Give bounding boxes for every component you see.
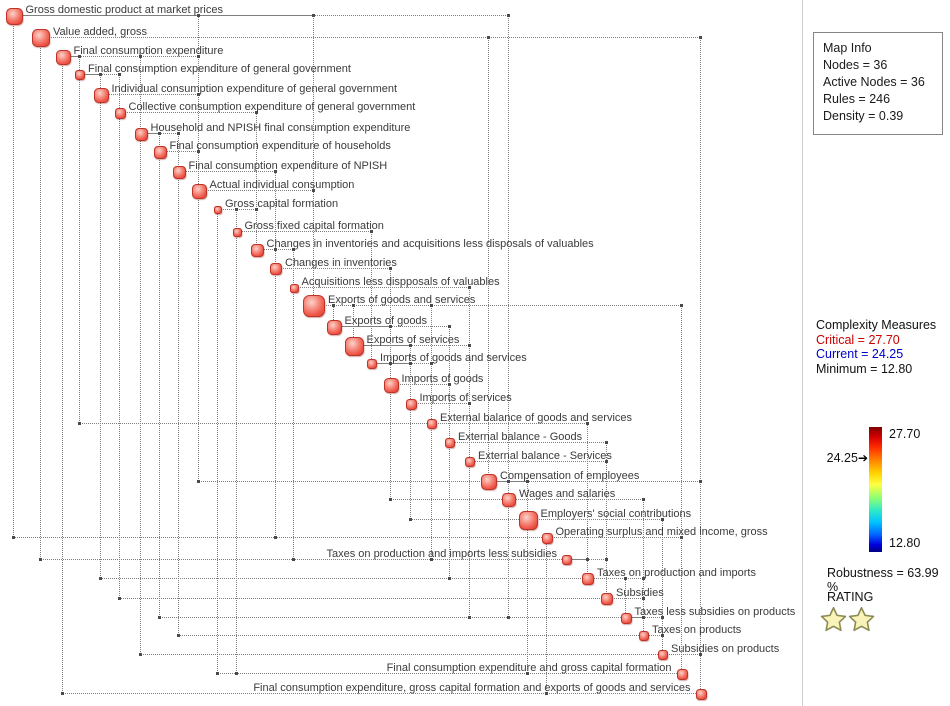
connection-dot xyxy=(274,536,277,539)
map-node[interactable] xyxy=(481,474,497,490)
map-node[interactable] xyxy=(367,359,377,369)
map-node[interactable] xyxy=(290,284,299,293)
connection-line xyxy=(217,209,218,673)
node-label: Exports of services xyxy=(366,334,460,346)
connection-dot xyxy=(12,536,15,539)
connection-dot xyxy=(468,344,471,347)
map-info-panel xyxy=(813,32,943,135)
connection-line xyxy=(159,151,160,617)
map-info-nodes: Nodes = 36 xyxy=(823,58,888,72)
connection-dot xyxy=(409,518,412,521)
map-node[interactable] xyxy=(135,128,148,141)
node-label: Final consumption expenditure xyxy=(73,45,224,57)
connection-line xyxy=(119,598,606,599)
map-node[interactable] xyxy=(519,511,538,530)
connection-dot xyxy=(158,616,161,619)
connection-line xyxy=(62,56,63,693)
colorbar-current-marker: 24.25➔ xyxy=(826,451,868,465)
map-node[interactable] xyxy=(32,29,50,47)
connection-dot xyxy=(680,304,683,307)
connection-dot xyxy=(99,577,102,580)
connection-line xyxy=(100,94,101,578)
map-node[interactable] xyxy=(582,573,594,585)
connection-dot xyxy=(78,422,81,425)
connection-line xyxy=(40,37,41,559)
map-node[interactable] xyxy=(445,438,455,448)
node-label: Subsidies on products xyxy=(671,643,780,655)
connection-line xyxy=(236,231,237,673)
map-node[interactable] xyxy=(639,631,649,641)
connection-line xyxy=(198,481,488,482)
node-label: Taxes on production and imports xyxy=(597,567,756,579)
complexity-colorbar xyxy=(869,427,882,552)
map-node[interactable] xyxy=(154,146,167,159)
connection-dot xyxy=(216,672,219,675)
map-node[interactable] xyxy=(251,244,264,257)
node-label: Changes in inventories xyxy=(285,257,397,269)
node-label: Value added, gross xyxy=(53,26,147,38)
complexity-measures-panel xyxy=(816,318,936,376)
connection-dot xyxy=(139,653,142,656)
connection-dot xyxy=(605,558,608,561)
connection-dot xyxy=(448,325,451,328)
right-arrow-icon: ➔ xyxy=(857,451,868,465)
connection-dot xyxy=(468,616,471,619)
node-label: Compensation of employees xyxy=(500,470,640,482)
connection-line xyxy=(275,537,546,538)
connection-line xyxy=(178,635,643,636)
map-node[interactable] xyxy=(677,669,688,680)
map-node[interactable] xyxy=(94,88,109,103)
node-label: Collective consumption expenditure of general government xyxy=(128,101,416,113)
connection-dot xyxy=(235,672,238,675)
node-label: Gross domestic product at market prices xyxy=(25,4,223,16)
map-node[interactable] xyxy=(173,166,186,179)
map-node[interactable] xyxy=(192,184,207,199)
node-label: Wages and salaries xyxy=(519,488,616,500)
connection-line xyxy=(79,74,80,423)
node-label: Taxes less subsidies on products xyxy=(634,606,796,618)
connection-dot xyxy=(312,14,315,17)
map-node[interactable] xyxy=(542,533,553,544)
connection-line xyxy=(469,461,470,617)
connection-line xyxy=(431,423,432,559)
connection-dot xyxy=(487,36,490,39)
connection-dot xyxy=(699,480,702,483)
node-label: Imports of goods xyxy=(401,373,484,385)
map-node[interactable] xyxy=(270,263,282,275)
connection-line xyxy=(140,133,141,654)
connection-dot xyxy=(605,441,608,444)
map-node[interactable] xyxy=(406,399,417,410)
connection-dot xyxy=(197,480,200,483)
map-node[interactable] xyxy=(465,457,475,467)
map-node[interactable] xyxy=(233,228,242,237)
colorbar-min-label: 12.80 xyxy=(889,536,921,550)
map-node[interactable] xyxy=(427,419,437,429)
connection-line xyxy=(198,190,199,481)
node-label: External balance - Goods xyxy=(458,431,583,443)
node-label: Gross fixed capital formation xyxy=(244,220,384,232)
connection-line xyxy=(527,519,528,673)
connection-dot xyxy=(507,14,510,17)
complexity-current: Current = 24.25 xyxy=(816,347,904,361)
connection-line xyxy=(587,423,588,578)
node-label: Actual individual consumption xyxy=(209,179,355,191)
map-node[interactable] xyxy=(75,70,85,80)
connection-line xyxy=(178,171,179,635)
connection-dot xyxy=(118,597,121,600)
map-node[interactable] xyxy=(621,613,632,624)
node-label: Final consumption expenditure of general government xyxy=(88,63,351,75)
connection-dot xyxy=(389,498,392,501)
connection-dot xyxy=(177,634,180,637)
map-node[interactable] xyxy=(502,493,516,507)
connection-line xyxy=(293,287,294,559)
map-node[interactable] xyxy=(6,8,23,25)
map-node[interactable] xyxy=(115,108,126,119)
connection-dot xyxy=(61,692,64,695)
node-label: Final consumption expenditure of households xyxy=(169,140,391,152)
star-icon xyxy=(820,606,847,632)
node-label: External balance of goods and services xyxy=(440,412,633,424)
map-node[interactable] xyxy=(56,50,71,65)
sidebar-divider xyxy=(802,0,803,706)
map-node[interactable] xyxy=(214,206,222,214)
map-node[interactable] xyxy=(696,689,707,700)
connection-line xyxy=(390,384,391,499)
node-label: Changes in inventories and acquisitions less disposals of valuables xyxy=(266,238,594,250)
map-info-active-nodes: Active Nodes = 36 xyxy=(823,75,925,89)
star-icon xyxy=(848,606,875,632)
complexity-title: Complexity Measures xyxy=(816,318,937,332)
node-label: Final consumption expenditure of NPISH xyxy=(188,160,388,172)
connection-dot xyxy=(448,577,451,580)
node-label: Employers' social contributions xyxy=(540,508,692,520)
map-node[interactable] xyxy=(562,555,572,565)
node-label: Gross capital formation xyxy=(225,198,339,210)
map-node[interactable] xyxy=(327,320,342,335)
node-label: Exports of goods xyxy=(344,315,428,327)
connection-dot xyxy=(292,558,295,561)
connection-dot xyxy=(507,616,510,619)
connection-line xyxy=(119,112,120,598)
map-info-rules: Rules = 246 xyxy=(823,92,891,106)
complexity-minimum: Minimum = 12.80 xyxy=(816,361,913,376)
node-label: Taxes on products xyxy=(652,624,742,636)
connection-line xyxy=(13,15,14,537)
connection-dot xyxy=(699,36,702,39)
node-label: Subsidies xyxy=(616,587,664,599)
connection-dot xyxy=(39,558,42,561)
connection-line xyxy=(700,654,701,693)
node-label: Acquisitions less dispposals of valuables xyxy=(301,276,500,288)
robustness-label: Robustness = 63.99 % xyxy=(827,566,939,594)
connection-dot xyxy=(642,498,645,501)
connection-line xyxy=(140,654,662,655)
connection-line xyxy=(508,617,625,618)
node-label: Operating surplus and mixed income, gross xyxy=(555,526,768,538)
map-node[interactable] xyxy=(601,593,613,605)
node-label: Household and NPISH final consumption expenditure xyxy=(150,122,411,134)
node-label: Imports of goods and services xyxy=(380,352,527,364)
node-label: Individual consumption expenditure of general government xyxy=(111,83,398,95)
node-label: Final consumption expenditure, gross capital formation and exports of goods and services xyxy=(253,682,691,694)
connection-line xyxy=(508,15,509,499)
map-node[interactable] xyxy=(345,337,364,356)
map-info-title: Map Info xyxy=(823,41,872,55)
colorbar-max-label: 27.70 xyxy=(889,427,921,441)
node-label: External balance - Services xyxy=(478,450,612,462)
map-node[interactable] xyxy=(658,650,668,660)
map-node[interactable] xyxy=(303,295,325,317)
map-node[interactable] xyxy=(384,378,399,393)
complexity-critical: Critical = 27.70 xyxy=(816,332,900,347)
connection-dot xyxy=(586,558,589,561)
connection-line xyxy=(275,268,276,537)
connection-line xyxy=(79,423,431,424)
node-label: Exports of goods and services xyxy=(328,294,476,306)
node-label: Taxes on production and imports less subsidies xyxy=(326,548,557,560)
connection-line xyxy=(410,403,411,519)
rating-label: RATING xyxy=(827,590,874,604)
node-label: Final consumption expenditure and gross capital formation xyxy=(386,662,672,674)
map-info-density: Density = 0.39 xyxy=(823,109,904,123)
rating-stars xyxy=(820,606,876,632)
node-label: Imports of services xyxy=(419,392,512,404)
